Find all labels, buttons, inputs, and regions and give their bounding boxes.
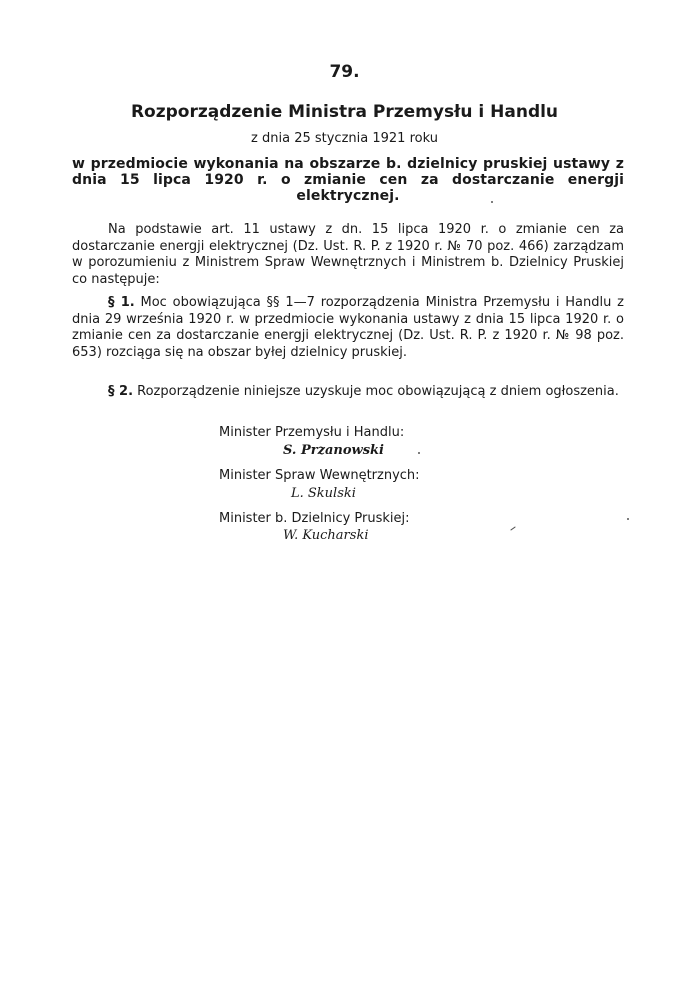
- print-speck: [627, 518, 629, 520]
- intro-paragraph: Na podstawie art. 11 ustawy z dn. 15 lipca 1920 r. o zmianie cen za dostarczanie energji elektrycznej (Dz. Ust. R. P. z 1920 r. № 70 poz. 466) zarządzam w porozumieniu z Ministrem Spraw Wewnętrznych i Ministrem b. Dzielnicy Pruskiej co następuje:: [72, 222, 624, 287]
- section-2-paragraph: [72, 384, 624, 401]
- signature-name-prussian: W. Kucharski: [283, 528, 369, 543]
- section-1-text: Moc obowiązująca §§ 1—7 rozporządzenia Ministra Przemysłu i Handlu z dnia 29 września 1920 r. w przedmiocie wykonania ustawy z dnia 15 lipca 1920 r. o zmianie cen za dostarczanie energji elektrycznej (Dz. Ust. R. P. z 1920 r. № 98 poz. 653) rozciąga się na obszar byłej dzielnicy pruskiej.: [72, 295, 624, 360]
- section-1-paragraph: [72, 295, 624, 361]
- signature-name-interior: L. Skulski: [291, 486, 356, 501]
- section-1-label: § 1.: [108, 295, 135, 310]
- section-2-label: § 2.: [108, 384, 134, 399]
- signature-office-interior: Minister Spraw Wewnętrznych:: [219, 468, 420, 483]
- signature-office-prussian: Minister b. Dzielnicy Pruskiej:: [219, 511, 410, 526]
- subject-heading: w przedmiocie wykonania na obszarze b. dzielnicy pruskiej ustawy z dnia 15 lipca 1920 r. o zmianie cen za dostarczanie energji elektrycznej.: [72, 156, 624, 204]
- section-2-text: Rozporządzenie niniejsze uzyskuje moc obowiązującą z dniem ogłoszenia.: [137, 384, 619, 399]
- print-speck: [491, 201, 493, 203]
- date-line: z dnia 25 stycznia 1921 roku: [251, 131, 438, 146]
- page-number: 79.: [329, 62, 360, 82]
- document-title: Rozporządzenie Ministra Przemysłu i Handlu: [130, 102, 559, 122]
- signature-name-industry: S. Przanowski: [283, 443, 384, 458]
- signature-office-industry: Minister Przemysłu i Handlu:: [219, 425, 405, 440]
- print-speck: [510, 526, 515, 530]
- print-speck: [418, 452, 420, 454]
